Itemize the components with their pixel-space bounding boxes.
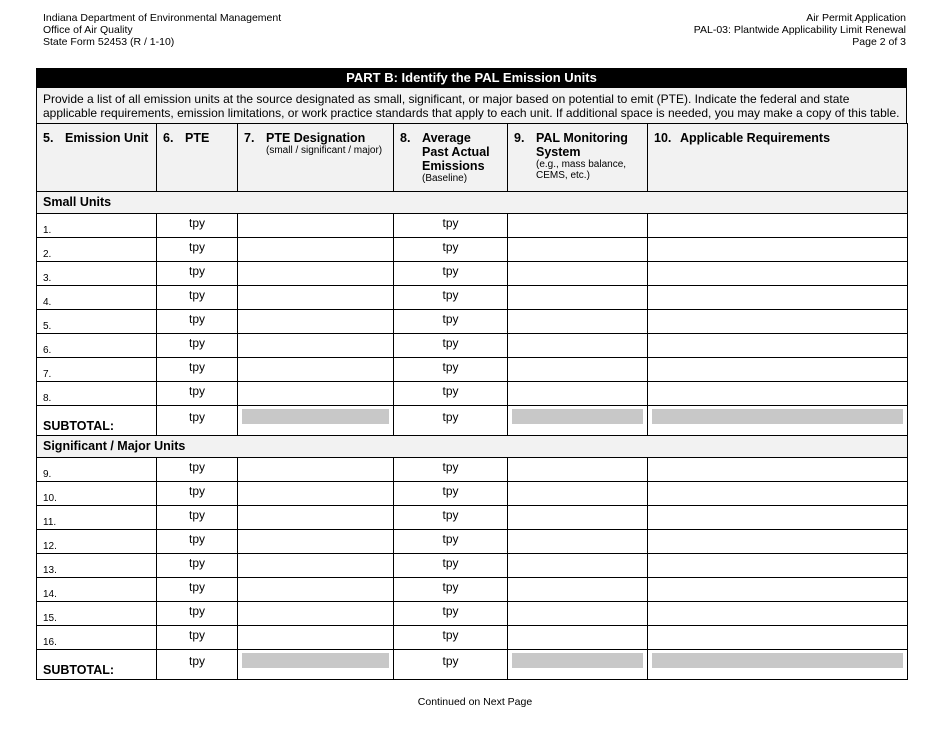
pte-field[interactable]: tpy <box>157 602 238 626</box>
past-actual-emissions-field[interactable]: tpy <box>394 554 508 578</box>
column-label-wrap <box>266 131 382 156</box>
section-title: Small Units <box>37 192 908 214</box>
monitoring-system-field[interactable] <box>508 310 648 334</box>
past-actual-emissions-field[interactable]: tpy <box>394 602 508 626</box>
form-title: PAL-03: Plantwide Applicability Limit Renewal <box>693 24 906 36</box>
column-number: 9. <box>514 131 525 145</box>
column-header-3 <box>238 124 394 192</box>
column-header-6 <box>648 124 908 192</box>
table-row <box>37 626 908 650</box>
monitoring-system-field[interactable] <box>508 482 648 506</box>
pte-designation-field[interactable] <box>238 482 394 506</box>
emission-unit-field[interactable]: 8. <box>37 382 157 406</box>
table-row <box>37 214 908 238</box>
pte-designation-field[interactable] <box>238 334 394 358</box>
pte-designation-field[interactable] <box>238 310 394 334</box>
subtotal-pte-field[interactable]: tpy <box>157 406 238 436</box>
column-sublabel: (e.g., mass balance, CEMS, etc.) <box>536 159 627 181</box>
pte-field[interactable]: tpy <box>157 506 238 530</box>
monitoring-system-field[interactable] <box>508 554 648 578</box>
monitoring-system-field[interactable] <box>508 530 648 554</box>
pte-field[interactable]: tpy <box>157 578 238 602</box>
emission-unit-field[interactable]: 4. <box>37 286 157 310</box>
applicable-requirements-field[interactable] <box>648 602 908 626</box>
section-header-row <box>37 436 908 458</box>
monitoring-system-field[interactable] <box>508 214 648 238</box>
pte-field[interactable]: tpy <box>157 262 238 286</box>
emission-unit-field[interactable]: 3. <box>37 262 157 286</box>
past-actual-emissions-field[interactable]: tpy <box>394 262 508 286</box>
past-actual-emissions-field[interactable]: tpy <box>394 506 508 530</box>
pte-field[interactable]: tpy <box>157 458 238 482</box>
pte-designation-field[interactable] <box>238 506 394 530</box>
column-label: PTE Designation <box>266 131 366 145</box>
emission-unit-field[interactable]: 6. <box>37 334 157 358</box>
form-number: State Form 52453 (R / 1-10) <box>43 36 175 48</box>
shaded-cell <box>648 406 908 436</box>
column-label-wrap <box>185 131 209 145</box>
column-header-1 <box>37 124 157 192</box>
shade-fill <box>242 653 389 668</box>
subtotal-emissions-field[interactable]: tpy <box>394 650 508 680</box>
table-row <box>37 482 908 506</box>
pte-designation-field[interactable] <box>238 458 394 482</box>
column-sublabel: (small / significant / major) <box>266 145 383 156</box>
subtotal-row <box>37 406 908 436</box>
column-header-4 <box>394 124 508 192</box>
applicable-requirements-field[interactable] <box>648 506 908 530</box>
monitoring-system-field[interactable] <box>508 358 648 382</box>
shade-fill <box>242 409 389 424</box>
column-number: 8. <box>400 131 411 145</box>
shaded-cell <box>508 406 648 436</box>
emission-unit-field[interactable]: 12. <box>37 530 157 554</box>
shade-fill <box>652 409 903 424</box>
applicable-requirements-field[interactable] <box>648 310 908 334</box>
applicable-requirements-field[interactable] <box>648 458 908 482</box>
column-label-wrap <box>680 131 830 145</box>
subtotal-pte-field[interactable]: tpy <box>157 650 238 680</box>
table-row <box>37 506 908 530</box>
past-actual-emissions-field[interactable]: tpy <box>394 578 508 602</box>
table-row <box>37 382 908 406</box>
past-actual-emissions-field[interactable]: tpy <box>394 358 508 382</box>
monitoring-system-field[interactable] <box>508 334 648 358</box>
page-number: Page 2 of 3 <box>852 36 906 48</box>
column-header-2 <box>157 124 238 192</box>
past-actual-emissions-field[interactable]: tpy <box>394 214 508 238</box>
pte-field[interactable]: tpy <box>157 238 238 262</box>
table-row <box>37 262 908 286</box>
applicable-requirements-field[interactable] <box>648 482 908 506</box>
table-row <box>37 578 908 602</box>
pte-field[interactable]: tpy <box>157 626 238 650</box>
pte-designation-field[interactable] <box>238 554 394 578</box>
applicable-requirements-field[interactable] <box>648 554 908 578</box>
column-label: Average Past Actual Emissions <box>422 131 490 173</box>
subtotal-label: SUBTOTAL: <box>37 650 157 680</box>
shade-fill <box>652 653 903 668</box>
emission-unit-field[interactable]: 2. <box>37 238 157 262</box>
applicable-requirements-field[interactable] <box>648 262 908 286</box>
applicable-requirements-field[interactable] <box>648 286 908 310</box>
pte-field[interactable]: tpy <box>157 530 238 554</box>
applicable-requirements-field[interactable] <box>648 358 908 382</box>
applicable-requirements-field[interactable] <box>648 214 908 238</box>
section-header-row <box>37 192 908 214</box>
shaded-cell <box>508 650 648 680</box>
section-title: PART B: Identify the PAL Emission Units <box>36 68 907 88</box>
column-number: 10. <box>654 131 672 145</box>
monitoring-system-field[interactable] <box>508 286 648 310</box>
agency-name: Indiana Department of Environmental Management <box>43 12 282 24</box>
office-name: Office of Air Quality <box>43 24 133 36</box>
column-label: Emission Unit <box>65 131 149 145</box>
emission-unit-field[interactable]: 7. <box>37 358 157 382</box>
past-actual-emissions-field[interactable]: tpy <box>394 530 508 554</box>
pte-field[interactable]: tpy <box>157 286 238 310</box>
pte-designation-field[interactable] <box>238 626 394 650</box>
subtotal-row <box>37 650 908 680</box>
past-actual-emissions-field[interactable]: tpy <box>394 238 508 262</box>
subtotal-label: SUBTOTAL: <box>37 406 157 436</box>
past-actual-emissions-field[interactable]: tpy <box>394 334 508 358</box>
shaded-cell <box>238 650 394 680</box>
emission-unit-field[interactable]: 13. <box>37 554 157 578</box>
past-actual-emissions-field[interactable]: tpy <box>394 458 508 482</box>
column-header-5 <box>508 124 648 192</box>
emission-unit-field[interactable]: 5. <box>37 310 157 334</box>
table-row <box>37 554 908 578</box>
column-label-wrap <box>65 131 148 145</box>
subtotal-emissions-field[interactable]: tpy <box>394 406 508 436</box>
emission-unit-field[interactable]: 16. <box>37 626 157 650</box>
applicable-requirements-field[interactable] <box>648 530 908 554</box>
monitoring-system-field[interactable] <box>508 458 648 482</box>
column-label-wrap <box>536 131 636 181</box>
table-row <box>37 286 908 310</box>
pte-designation-field[interactable] <box>238 602 394 626</box>
emission-unit-field[interactable]: 10. <box>37 482 157 506</box>
applicable-requirements-field[interactable] <box>648 334 908 358</box>
monitoring-system-field[interactable] <box>508 238 648 262</box>
past-actual-emissions-field[interactable]: tpy <box>394 382 508 406</box>
table-row <box>37 530 908 554</box>
instructions: Provide a list of all emission units at the source designated as small, significant, or major based on potential to emit (PTE). Indicate the federal and state applicable requirements, emission limitations, or work practice standards that apply to each unit. If additional space is needed, you may make a copy of this table. <box>36 88 907 123</box>
emission-unit-field[interactable]: 9. <box>37 458 157 482</box>
applicable-requirements-field[interactable] <box>648 382 908 406</box>
pte-designation-field[interactable] <box>238 578 394 602</box>
monitoring-system-field[interactable] <box>508 382 648 406</box>
table-row <box>37 602 908 626</box>
column-number: 7. <box>244 131 255 145</box>
past-actual-emissions-field[interactable]: tpy <box>394 482 508 506</box>
pte-field[interactable]: tpy <box>157 310 238 334</box>
shade-fill <box>512 409 643 424</box>
section-title: Significant / Major Units <box>37 436 908 458</box>
emission-unit-field[interactable]: 1. <box>37 214 157 238</box>
applicable-requirements-field[interactable] <box>648 626 908 650</box>
table-row <box>37 334 908 358</box>
applicable-requirements-field[interactable] <box>648 578 908 602</box>
table-row <box>37 358 908 382</box>
shaded-cell <box>238 406 394 436</box>
past-actual-emissions-field[interactable]: tpy <box>394 310 508 334</box>
pte-designation-field[interactable] <box>238 358 394 382</box>
table-row <box>37 310 908 334</box>
pte-field[interactable]: tpy <box>157 554 238 578</box>
column-number: 5. <box>43 131 54 145</box>
applicable-requirements-field[interactable] <box>648 238 908 262</box>
pte-designation-field[interactable] <box>238 214 394 238</box>
emission-unit-field[interactable]: 14. <box>37 578 157 602</box>
application-type: Air Permit Application <box>806 12 906 24</box>
monitoring-system-field[interactable] <box>508 262 648 286</box>
column-label: Applicable Requirements <box>680 131 831 145</box>
pte-designation-field[interactable] <box>238 238 394 262</box>
past-actual-emissions-field[interactable]: tpy <box>394 626 508 650</box>
header-right <box>694 12 906 48</box>
past-actual-emissions-field[interactable]: tpy <box>394 286 508 310</box>
pte-field[interactable]: tpy <box>157 482 238 506</box>
column-label: PAL Monitoring System <box>536 131 628 159</box>
column-number: 6. <box>163 131 174 145</box>
shaded-cell <box>648 650 908 680</box>
table-row <box>37 458 908 482</box>
pte-field[interactable]: tpy <box>157 214 238 238</box>
monitoring-system-field[interactable] <box>508 626 648 650</box>
pte-field[interactable]: tpy <box>157 382 238 406</box>
shade-fill <box>512 653 643 668</box>
column-label-wrap <box>422 131 500 184</box>
monitoring-system-field[interactable] <box>508 602 648 626</box>
table-row <box>37 238 908 262</box>
monitoring-system-field[interactable] <box>508 578 648 602</box>
column-sublabel: (Baseline) <box>422 173 468 184</box>
pte-field[interactable]: tpy <box>157 334 238 358</box>
emission-units-form <box>36 68 907 680</box>
pte-designation-field[interactable] <box>238 286 394 310</box>
header-left <box>43 12 281 48</box>
monitoring-system-field[interactable] <box>508 506 648 530</box>
pte-designation-field[interactable] <box>238 262 394 286</box>
emission-units-table <box>36 123 908 680</box>
pte-designation-field[interactable] <box>238 530 394 554</box>
pte-designation-field[interactable] <box>238 382 394 406</box>
continued-note: Continued on Next Page <box>417 696 533 708</box>
column-label: PTE <box>185 131 210 145</box>
emission-unit-field[interactable]: 15. <box>37 602 157 626</box>
pte-field[interactable]: tpy <box>157 358 238 382</box>
table-header-row <box>37 124 908 192</box>
emission-unit-field[interactable]: 11. <box>37 506 157 530</box>
